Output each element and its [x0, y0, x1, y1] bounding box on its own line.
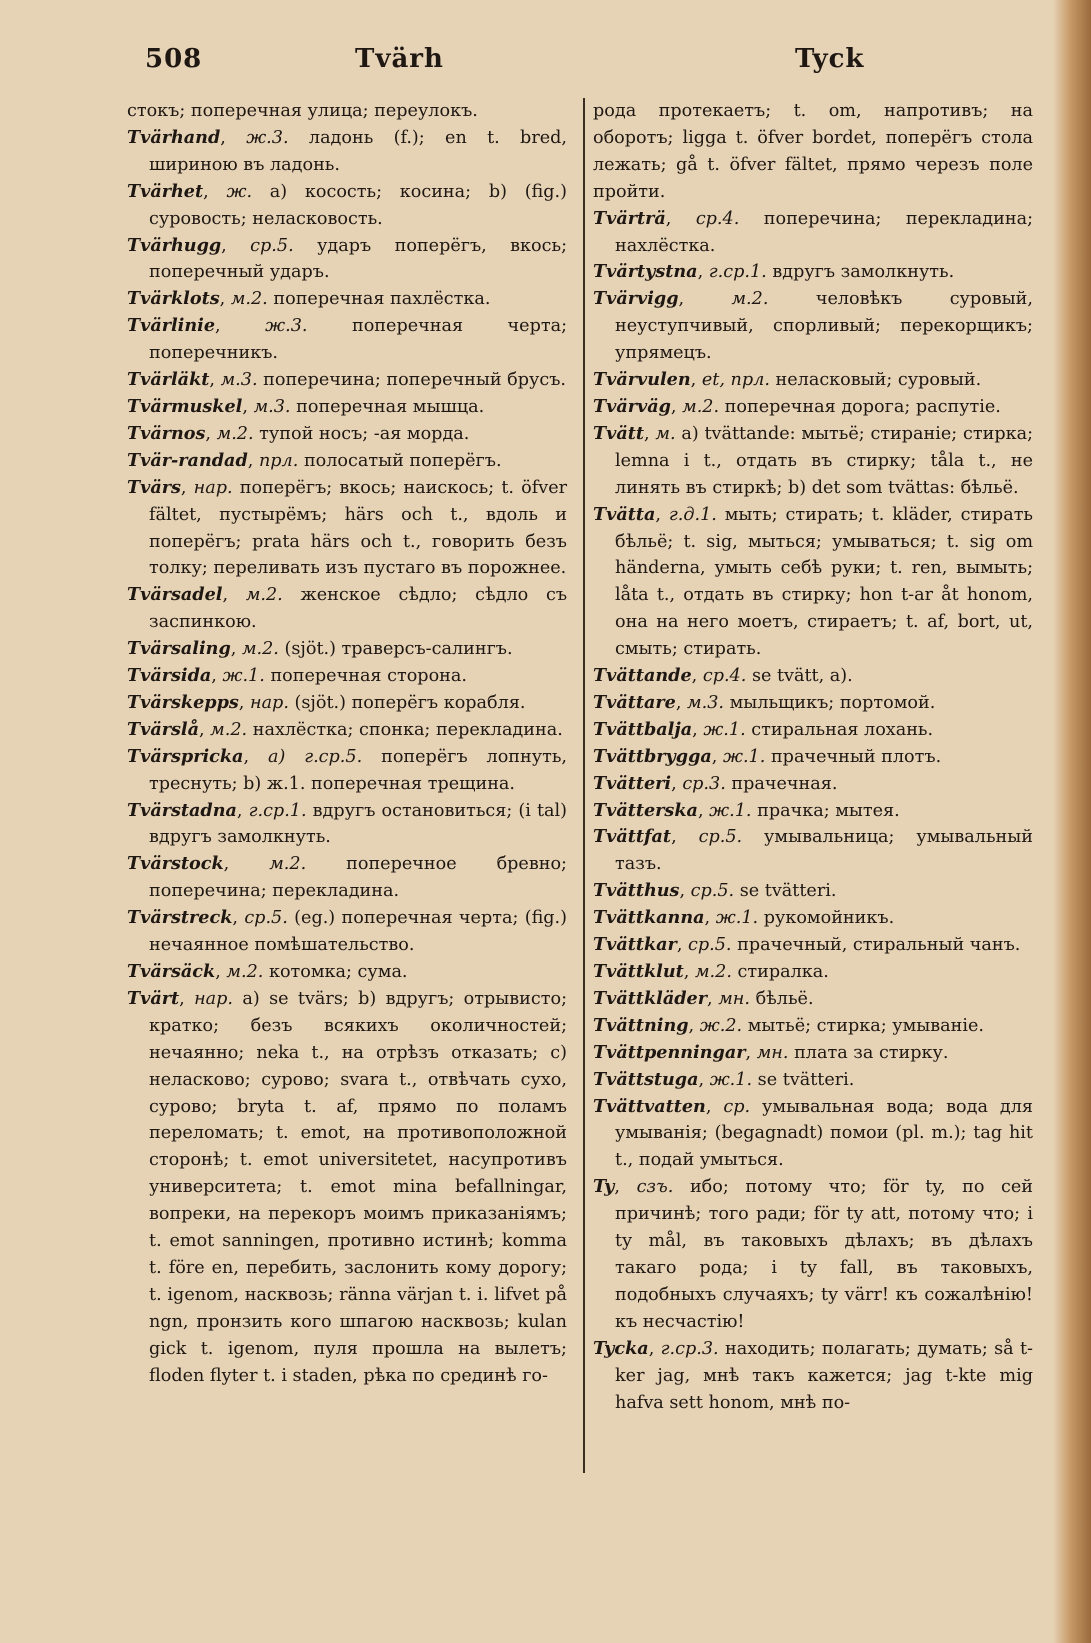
definition: мыть; стирать; t. kläder, стирать бѣльё; t. sig, мыться; умываться; t. sig om händerna, умыть себѣ руки; t. ren, вымыть; låta t., отдать въ стирку; hon t-ar åt honom, она на него моетъ, стираетъ; t. af, bort, ut, смыть; стирать. [615, 504, 1034, 660]
headword: Tvärt [127, 987, 180, 1009]
definition: поперёгъ лопнуть, треснуть; b) ж.1. поперечная трещина. [149, 746, 568, 794]
definition: полосатый поперёгъ. [303, 450, 502, 471]
headword: Tvärträ [593, 207, 666, 229]
dictionary-entry: Tvärvulen, et, прл. неласковый; суровый. [593, 369, 982, 391]
headword: Tvättpenningar [593, 1041, 746, 1063]
definition: стиральная лохань. [751, 719, 934, 740]
grammar-label: ср.3. [682, 773, 726, 794]
dictionary-entry: Tvärspricka, a) г.ср.5. поперёгъ лопнуть, треснуть; b) ж.1. поперечная трещина. [127, 745, 568, 794]
definition: неласковый; суровый. [775, 370, 982, 391]
grammar-label: ж.1. [709, 800, 752, 821]
dictionary-entry: Tvärhand, ж.3. ладонь (f.); en t. bred, шириною въ ладонь. [127, 126, 567, 175]
dictionary-entry: Tvärsida, ж.1. поперечная сторона. [127, 665, 467, 687]
definition: (sjöt.) поперёгъ корабля. [294, 692, 526, 713]
headword: Tvättklut [593, 961, 684, 982]
right-guide-word: Tyck [795, 44, 865, 74]
headword: Tvättbrygga [593, 745, 712, 767]
headword: Tvärsäck [127, 961, 216, 982]
grammar-label: м.2. [226, 962, 264, 982]
grammar-label: м.2. [216, 423, 254, 444]
dictionary-entry: Tycka, г.ср.3. находить; полагать; думать; så t-ker jag, мнѣ такъ кажется; jag t-kte mig hafva sett honom, мнѣ по- [593, 1337, 1033, 1413]
grammar-label: м.3. [253, 396, 291, 417]
headword: Tvärvigg [593, 288, 679, 310]
dictionary-entry: Tvärhugg, ср.5. ударъ поперёгъ, вкось; поперечный ударъ. [127, 234, 567, 283]
grammar-label: ср.5. [698, 827, 743, 848]
grammar-label: м.2. [230, 289, 268, 310]
dictionary-entry: Ty, сзъ. ибо; потому что; för ty, по сей причинѣ; того ради; för ty att, потому что; i ty mål, въ таковыхъ дѣлахъ; въ дѣлахъ такаго рода; i ty fall, въ таковыхъ, подобныхъ случаяхъ; ty värr! къ сожалѣнію! къ несчастію! [593, 1176, 1033, 1332]
grammar-label: м.2. [245, 585, 283, 606]
headword: Tvärstadna [127, 799, 237, 821]
grammar-label: м.2. [682, 396, 720, 417]
grammar-label: м.3. [220, 370, 258, 391]
definition: прачка; мытея. [757, 800, 900, 821]
definition: человѣкъ суровый, неуступчивый, спорливый; перекорщикъ; упрямецъ. [615, 289, 1033, 364]
definition: ладонь (f.); en t. bred, шириною въ ладонь. [149, 127, 567, 175]
headword: Tvättfat [593, 826, 672, 848]
headword: Tvättkanna [593, 907, 705, 929]
headword: Tvättstuga [593, 1068, 699, 1090]
definition: поперечная сторона. [270, 666, 467, 687]
grammar-label: г.ср.1. [708, 262, 767, 283]
dictionary-entry: Tvärsadel, м.2. женское сѣдло; сѣдло съ заспинкою. [127, 584, 568, 633]
dictionary-entry: Tvätthus, ср.5. se tvätteri. [593, 880, 837, 902]
definition: прачечный плотъ. [770, 746, 942, 767]
dictionary-entry: Tvättstuga, ж.1. se tvätteri. [593, 1068, 855, 1090]
dictionary-entry: Tvärvigg, м.2. человѣкъ суровый, неуступчивый, спорливый; перекорщикъ; упрямецъ. [593, 288, 1033, 364]
grammar-label: ж.2. [699, 1015, 743, 1036]
left-column [127, 98, 567, 1390]
definition: плата за стирку. [794, 1042, 949, 1063]
headword: Tvätteri [593, 772, 672, 794]
headword: Tvärklots [127, 288, 220, 310]
headword: Tycka [593, 1337, 649, 1359]
dictionary-entry: Tvättning, ж.2. мытьё; стирка; умываніе. [593, 1014, 985, 1036]
definition: поперечная дорога; распутіе. [724, 396, 1001, 417]
headword: Tvärslå [127, 718, 199, 740]
dictionary-entry: Tvärnos, м.2. тупой носъ; -ая морда. [127, 422, 470, 444]
definition: поперёгъ; вкось; наискось; t. öfver fältet, пустырёмъ; härs och t., вдоль и поперёгъ; prata härs och t., говорить безъ толку; переливать изъ пустаго въ порожнее. [149, 477, 568, 579]
definition: тупой носъ; -ая морда. [259, 423, 470, 444]
grammar-label: ж.1. [715, 908, 759, 929]
definition: вдругъ замолкнуть. [772, 262, 955, 283]
grammar-label: м.2. [269, 854, 307, 875]
definition: se tvätt, a). [751, 666, 853, 687]
headword: Tvärvulen [593, 369, 691, 391]
headword: Tvärsadel [127, 584, 223, 606]
definition: se tvätteri. [739, 881, 837, 902]
grammar-label: мн. [756, 1042, 789, 1063]
dictionary-entry: Tvättfat, ср.5. умывальница; умывальный тазъ. [593, 826, 1033, 875]
dictionary-entry: Tvätteri, ср.3. прачечная. [593, 772, 838, 794]
dictionary-entry: Tvärhet, ж. a) косость; косина; b) (fig.) суровость; неласковость. [127, 180, 568, 229]
definition: умывальная вода; вода для умыванія; (begagnadt) помои (pl. m.); tag hit t., подай умыться. [615, 1096, 1034, 1171]
definition: поперечина; перекладина; нахлёстка. [615, 208, 1033, 256]
definition: бѣльё. [755, 988, 814, 1009]
definition: мытьё; стирка; умываніе. [747, 1015, 985, 1036]
grammar-label: мн. [718, 988, 750, 1009]
definition: поперечная черта; поперечникъ. [149, 316, 567, 364]
headword: Tvärtystna [593, 261, 698, 283]
definition: умывальница; умывальный тазъ. [615, 827, 1033, 875]
headword: Tvärmuskel [127, 395, 243, 417]
grammar-label: нар. [194, 988, 234, 1009]
definition: a) косость; косина; b) (fig.) суровость; неласковость. [149, 181, 568, 229]
right-column [593, 98, 1033, 1416]
grammar-label: ж.1. [222, 666, 265, 687]
dictionary-entry: Tvärskepps, нар. (sjöt.) поперёгъ корабля. [127, 691, 526, 713]
dictionary-entry: Tvärtystna, г.ср.1. вдругъ замолкнуть. [593, 261, 955, 283]
grammar-label: нар. [193, 477, 233, 498]
dictionary-entry: Tvätt, м. a) tvättande: мытьё; стираніе; стирка; lemna i t., отдать въ стирку; tåla t., не линять въ стиркѣ; b) det som tvättas: бѣльё. [593, 422, 1034, 498]
dictionary-entry: Tvärsaling, м.2. (sjöt.) траверсъ-салингъ. [127, 638, 513, 660]
definition: (eg.) поперечная черта; (fig.) нечаянное помѣшательство. [149, 908, 568, 956]
headword: Tvättare [593, 691, 676, 713]
dictionary-entry: Tvärstock, м.2. поперечное бревно; поперечина; перекладина. [127, 853, 567, 902]
dictionary-entry: Tvärväg, м.2. поперечная дорога; распутіе. [593, 395, 1001, 417]
grammar-label: ср.5. [244, 908, 288, 929]
definition: поперечное бревно; поперечина; перекладина. [149, 854, 567, 902]
definition: se tvätteri. [757, 1069, 855, 1090]
definition: поперечина; поперечный брусъ. [263, 370, 567, 391]
dictionary-entry: Tvättkläder, мн. бѣльё. [593, 987, 814, 1009]
definition: поперечная пахлёстка. [273, 289, 491, 310]
grammar-label: м.3. [687, 692, 724, 713]
dictionary-entry: Tvärstadna, г.ср.1. вдругъ остановиться; (i tal) вдругъ замолкнуть. [127, 799, 567, 848]
page-number: 508 [145, 44, 203, 74]
grammar-label: ср.5. [250, 235, 294, 256]
dictionary-entry: Tvärslå, м.2. нахлёстка; спонка; перекладина. [127, 718, 563, 740]
grammar-label: г.ср.3. [660, 1338, 719, 1359]
grammar-label: ср.4. [702, 666, 747, 687]
dictionary-entry: Tvärstreck, ср.5. (eg.) поперечная черта; (fig.) нечаянное помѣшательство. [127, 907, 568, 956]
headword: Tvärhet [127, 180, 204, 202]
definition: ударъ поперёгъ, вкось; поперечный ударъ. [149, 235, 567, 283]
grammar-label: ж.3. [246, 127, 289, 148]
grammar-label: ср.5. [690, 881, 735, 902]
headword: Tvärstock [127, 853, 224, 875]
grammar-label: прл. [258, 450, 299, 471]
definition: a) tvättande: мытьё; стираніе; стирка; lemna i t., отдать въ стирку; tåla t., не линять въ стиркѣ; b) det som tvättas: бѣльё. [615, 423, 1034, 498]
headword: Tvätta [593, 503, 656, 525]
definition: a) se tvärs; b) вдругъ; отрывисто; кратко; безъ всякихъ околичностей; нечаянно; neka t., на отрѣзъ отказать; c) неласково; сурово; svara t., отвѣчать сухо, сурово; bryta t. af, прямо по поламъ переломать; t. emot, на противоположной сторонѣ; t. emot universitetet, насупротивъ университета; t. emot mina befallningar, вопреки, на перекоръ моимъ приказаніямъ; t. emot sanningen, противно истинѣ; komma t. före en, перебить, заслонить кому дорогу; t. igenom, насквозь; ränna värjan t. i. lifvet på ngn, пронзить кого шпагою насквозь; kulan gick t. igenom, пуля прошла на вылетъ; floden flyter t. i staden, рѣка по срединѣ го- [149, 988, 567, 1386]
headword: Tvätthus [593, 880, 680, 902]
dictionary-entry: Tvättkar, ср.5. прачечный, стиральный чанъ. [593, 934, 1021, 956]
headword: Tvättvatten [593, 1095, 706, 1117]
definition: стиралка. [737, 962, 829, 982]
dictionary-entry: рода протекаетъ; t. om, напротивъ; на оборотъ; ligga t. öfver bordet, поперёгъ стола лежать; gå t. öfver fältet, прямо черезъ поле пройти. [593, 101, 1033, 202]
grammar-label: ж.1. [703, 719, 746, 740]
headword: Tvätt [593, 422, 644, 444]
grammar-label: сзъ. [636, 1177, 674, 1198]
headword: Tvärsaling [127, 638, 231, 660]
headword: Tvättning [593, 1014, 689, 1036]
definition: котомка; сума. [268, 962, 408, 982]
dictionary-entry: Tvärklots, м.2. поперечная пахлёстка. [127, 288, 491, 310]
definition: ибо; потому что; för ty, по сей причинѣ; того ради; för ty att, потому что; i ty mål, въ таковыхъ дѣлахъ; въ дѣлахъ такаго рода; i ty fall, въ таковыхъ, подобныхъ случаяхъ; ty värr! къ сожалѣнію! къ несчастію! [615, 1177, 1033, 1332]
dictionary-entry: стокъ; поперечная улица; переулокъ. [127, 101, 478, 121]
definition: женское сѣдло; сѣдло съ заспинкою. [149, 585, 568, 633]
dictionary-entry: Tvätterska, ж.1. прачка; мытея. [593, 799, 900, 821]
definition: прачечный, стиральный чанъ. [737, 935, 1021, 956]
definition: поперечная мышца. [296, 396, 485, 417]
definition: рукомойникъ. [763, 908, 895, 929]
dictionary-entry: Tvättande, ср.4. se tvätt, a). [593, 665, 853, 687]
dictionary-entry: Tvättare, м.3. мыльщикъ; портомой. [593, 691, 936, 713]
grammar-label: м. [655, 423, 676, 444]
headword: Tvärnos [127, 422, 206, 444]
definition: мыльщикъ; портомой. [729, 692, 936, 713]
dictionary-entry: Tvättbalja, ж.1. стиральная лохань. [593, 718, 934, 740]
dictionary-entry: Tvättklut, м.2. стиралка. [593, 961, 829, 982]
grammar-label: м.2. [210, 719, 248, 740]
definition: (sjöt.) траверсъ-салингъ. [284, 639, 513, 660]
dictionary-entry: Tvättvatten, ср. умывальная вода; вода для умыванія; (begagnadt) помои (pl. m.); tag hit t., подай умыться. [593, 1095, 1034, 1171]
headword: Tvättbalja [593, 718, 693, 740]
definition: прачечная. [731, 773, 838, 794]
grammar-label: ж.1. [709, 1069, 753, 1090]
dictionary-entry: Tvärläkt, м.3. поперечина; поперечный брусъ. [127, 369, 567, 391]
dictionary-entry: Tvättkanna, ж.1. рукомойникъ. [593, 907, 895, 929]
dictionary-entry: Tvär-randad, прл. полосатый поперёгъ. [127, 449, 502, 471]
grammar-label: м.2. [241, 639, 279, 660]
headword: Tvärspricka [127, 745, 244, 767]
headword: Tvärväg [593, 395, 671, 417]
headword: Tvär-randad [127, 449, 248, 471]
headword: Tvärlinie [127, 315, 216, 337]
headword: Tvättande [593, 665, 692, 687]
grammar-label: a) г.ср.5. [267, 746, 363, 767]
headword: Tvärs [127, 476, 181, 498]
headword: Tvätterska [593, 799, 698, 821]
grammar-label: г.ср.1. [248, 800, 307, 821]
page-header [0, 44, 1091, 84]
grammar-label: г.д.1. [668, 504, 717, 525]
definition: нахлёстка; спонка; перекладина. [252, 719, 563, 740]
headword: Tvärsida [127, 665, 212, 687]
definition: находить; полагать; думать; så t-ker jag, мнѣ такъ кажется; jag t-kte mig hafva sett honom, мнѣ по- [615, 1338, 1033, 1413]
dictionary-entry: Tvättbrygga, ж.1. прачечный плотъ. [593, 745, 942, 767]
dictionary-entry: Tvärt, нар. a) se tvärs; b) вдругъ; отрывисто; кратко; безъ всякихъ околичностей; нечаянно; neka t., на отрѣзъ отказать; c) неласково; сурово; svara t., отвѣчать сухо, сурово; bryta t. af, прямо по поламъ переломать; t. emot, на противоположной сторонѣ; t. emot universitetet, насупротивъ университета; t. emot mina befallningar, вопреки, на перекоръ моимъ приказаніямъ; t. emot sanningen, противно истинѣ; komma t. före en, перебить, заслонить кому дорогу; t. igenom, насквозь; ränna värjan t. i. lifvet på ngn, пронзить кого шпагою насквозь; kulan gick t. igenom, пуля прошла на вылетъ; floden flyter t. i staden, рѣка по срединѣ го- [127, 987, 567, 1386]
grammar-label: м.2. [694, 962, 732, 982]
column-divider [583, 98, 585, 1473]
grammar-label: ж.1. [722, 746, 766, 767]
dictionary-entry: Tvärs, нар. поперёгъ; вкось; наискось; t. öfver fältet, пустырёмъ; härs och t., вдоль и поперёгъ; prata härs och t., говорить безъ толку; переливать изъ пустаго въ порожнее. [127, 476, 568, 579]
grammar-label: ср. [723, 1096, 751, 1117]
headword: Tvärläkt [127, 369, 210, 391]
dictionary-entry: Tvärsäck, м.2. котомка; сума. [127, 961, 408, 982]
dictionary-entry: Tvärmuskel, м.3. поперечная мышца. [127, 395, 485, 417]
grammar-label: ж. [226, 181, 253, 202]
headword: Tvärskepps [127, 691, 239, 713]
headword: Tvärstreck [127, 907, 233, 929]
grammar-label: ж.3. [265, 316, 308, 337]
left-guide-word: Tvärh [355, 44, 444, 74]
grammar-label: м.2. [731, 289, 769, 310]
headword: Tvärhugg [127, 234, 222, 256]
dictionary-entry: Tvättpenningar, мн. плата за стирку. [593, 1041, 949, 1063]
grammar-label: ср.5. [688, 935, 732, 956]
headword: Tvärhand [127, 126, 221, 148]
headword: Tvättkläder [593, 987, 708, 1009]
dictionary-entry: Tvärlinie, ж.3. поперечная черта; поперечникъ. [127, 315, 567, 364]
definition: вдругъ остановиться; (i tal) вдругъ замолкнуть. [149, 800, 567, 848]
dictionary-entry: Tvärträ, ср.4. поперечина; перекладина; нахлёстка. [593, 207, 1033, 256]
book-spine-shadow [1053, 0, 1091, 1643]
headword: Ty [593, 1176, 615, 1198]
grammar-label: нар. [249, 692, 289, 713]
dictionary-entry: Tvätta, г.д.1. мыть; стирать; t. kläder, стирать бѣльё; t. sig, мыться; умываться; t. sig om händerna, умыть себѣ руки; t. ren, вымыть; låta t., отдать въ стирку; hon t-ar åt honom, она на него моетъ, стираетъ; t. af, bort, ut, смыть; стирать. [593, 503, 1034, 660]
grammar-label: et, прл. [701, 370, 770, 391]
grammar-label: ср.4. [695, 208, 740, 229]
headword: Tvättkar [593, 934, 677, 956]
